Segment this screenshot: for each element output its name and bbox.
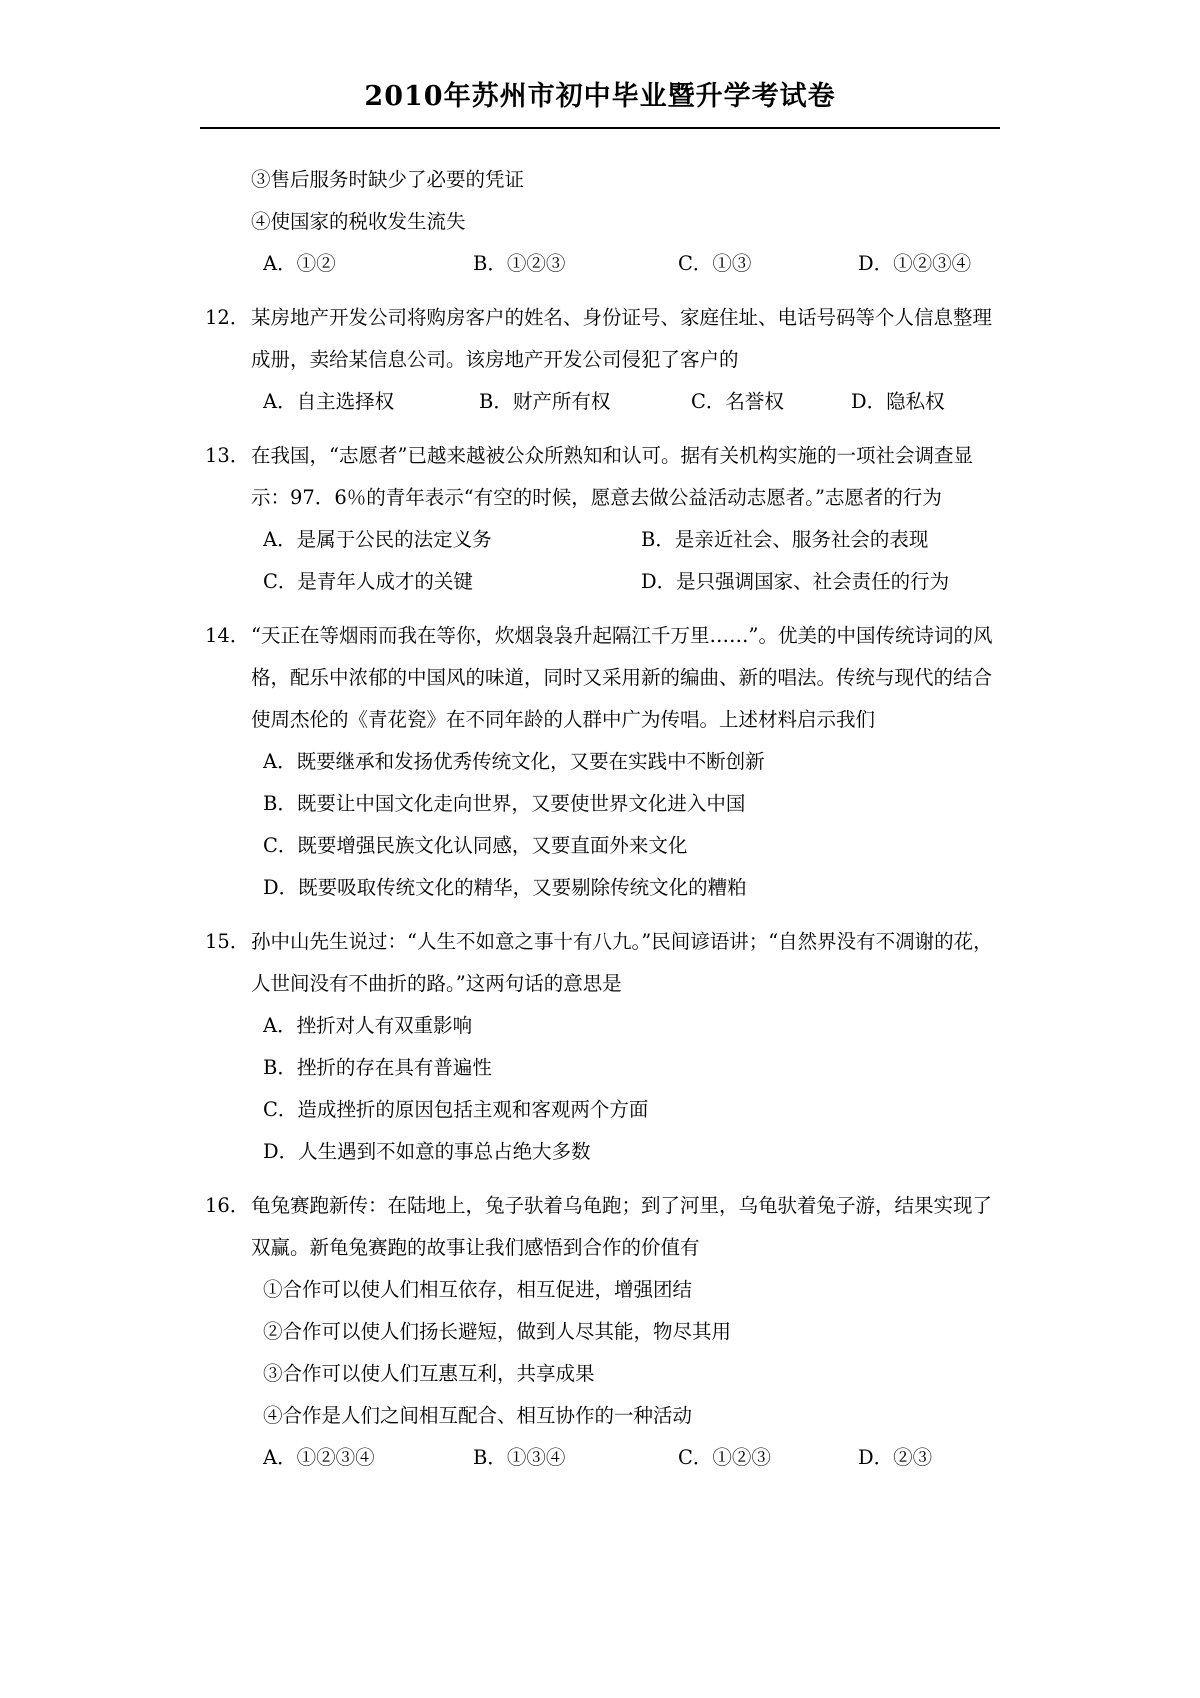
question-stem-line: 成册，卖给某信息公司。该房地产开发公司侵犯了客户的	[251, 348, 739, 371]
option-b[interactable]: B．挫折的存在具有普遍性	[263, 1056, 492, 1079]
option-a[interactable]: A．是属于公民的法定义务	[263, 528, 492, 551]
option-c[interactable]: C．名誉权	[691, 390, 784, 413]
option-c[interactable]: C．是青年人成才的关键	[263, 570, 473, 593]
question-stem-line: 孙中山先生说过：“人生不如意之事十有八九。”民间谚语讲；“自然界没有不凋谢的花，	[251, 930, 993, 953]
question-14	[205, 615, 995, 909]
question-options-row	[251, 561, 1019, 603]
question-number: 12．	[205, 306, 250, 329]
option-a[interactable]: A．挫折对人有双重影响	[263, 1014, 473, 1037]
question-stem-line: 在我国，“志愿者”已越来越被公众所熟知和认可。据有关机构实施的一项社会调查显	[251, 444, 973, 467]
option-c[interactable]: C．①②③	[678, 1446, 771, 1469]
sub-item-3: ③合作可以使人们互惠互利，共享成果	[263, 1362, 595, 1385]
carryover-block	[205, 159, 995, 285]
option-c[interactable]: C．①③	[678, 252, 752, 275]
question-stem-line: 龟兔赛跑新传：在陆地上，兔子驮着乌龟跑；到了河里，乌龟驮着兔子游，结果实现了	[251, 1194, 993, 1217]
option-a[interactable]: A．①②③④	[263, 1446, 375, 1469]
question-12	[205, 297, 995, 423]
question-stem-line: 使周杰伦的《青花瓷》在不同年龄的人群中广为传唱。上述材料启示我们	[251, 708, 876, 731]
question-options-row	[251, 519, 1019, 561]
question-number: 15．	[205, 930, 250, 953]
option-a[interactable]: A．既要继承和发扬优秀传统文化，又要在实践中不断创新	[263, 750, 765, 773]
carryover-item-4: ④使国家的税收发生流失	[251, 210, 466, 233]
carryover-item-3: ③售后服务时缺少了必要的凭证	[251, 168, 525, 191]
option-d[interactable]: D．隐私权	[851, 390, 945, 413]
question-options	[251, 381, 1011, 423]
question-stem-line: 人世间没有不曲折的路。”这两句话的意思是	[251, 972, 622, 995]
sub-item-1: ①合作可以使人们相互依存，相互促进，增强团结	[263, 1278, 693, 1301]
question-options	[251, 741, 995, 909]
sub-item-2: ②合作可以使人们扬长避短，做到人尽其能，物尽其用	[263, 1320, 732, 1343]
question-stem-line: 双赢。新龟兔赛跑的故事让我们感悟到合作的价值有	[251, 1236, 700, 1259]
carryover-options	[251, 243, 1038, 285]
option-d[interactable]: D．是只强调国家、社会责任的行为	[641, 570, 950, 593]
option-a[interactable]: A．①②	[263, 252, 336, 275]
option-b[interactable]: B．①③④	[473, 1446, 566, 1469]
option-a[interactable]: A．自主选择权	[263, 390, 395, 413]
option-d[interactable]: D．人生遇到不如意的事总占绝大多数	[263, 1140, 591, 1163]
option-c[interactable]: C．既要增强民族文化认同感，又要直面外来文化	[263, 834, 688, 857]
question-options	[251, 1005, 995, 1173]
question-stem-line: 某房地产开发公司将购房客户的姓名、身份证号、家庭住址、电话号码等个人信息整理	[251, 306, 993, 329]
question-13	[205, 435, 995, 603]
question-stem-line: 示：97．6％的青年表示“有空的时候，愿意去做公益活动志愿者。”志愿者的行为	[251, 486, 942, 509]
question-stem-line: “天正在等烟雨而我在等你，炊烟袅袅升起隔江千万里……”。优美的中国传统诗词的风	[251, 624, 993, 647]
question-16	[205, 1185, 995, 1479]
page-title: 2010年苏州市初中毕业暨升学考试卷	[364, 81, 836, 112]
question-number: 16．	[205, 1194, 250, 1217]
option-d[interactable]: D．②③	[858, 1446, 933, 1469]
option-b[interactable]: B．是亲近社会、服务社会的表现	[641, 528, 929, 551]
option-b[interactable]: B．①②③	[473, 252, 566, 275]
question-number: 13．	[205, 444, 250, 467]
question-stem-line: 格，配乐中浓郁的中国风的味道，同时又采用新的编曲、新的唱法。传统与现代的结合	[251, 666, 993, 689]
question-15	[205, 921, 995, 1173]
option-c[interactable]: C．造成挫折的原因包括主观和客观两个方面	[263, 1098, 649, 1121]
option-d[interactable]: D．①②③④	[858, 252, 972, 275]
option-b[interactable]: B．既要让中国文化走向世界，又要使世界文化进入中国	[263, 792, 746, 815]
option-d[interactable]: D．既要吸取传统文化的精华，又要剔除传统文化的糟粕	[263, 876, 747, 899]
question-number: 14．	[205, 624, 250, 647]
sub-item-4: ④合作是人们之间相互配合、相互协作的一种活动	[263, 1404, 693, 1427]
option-b[interactable]: B．财产所有权	[479, 390, 611, 413]
question-options	[251, 1437, 1038, 1479]
exam-content	[205, 129, 995, 1479]
